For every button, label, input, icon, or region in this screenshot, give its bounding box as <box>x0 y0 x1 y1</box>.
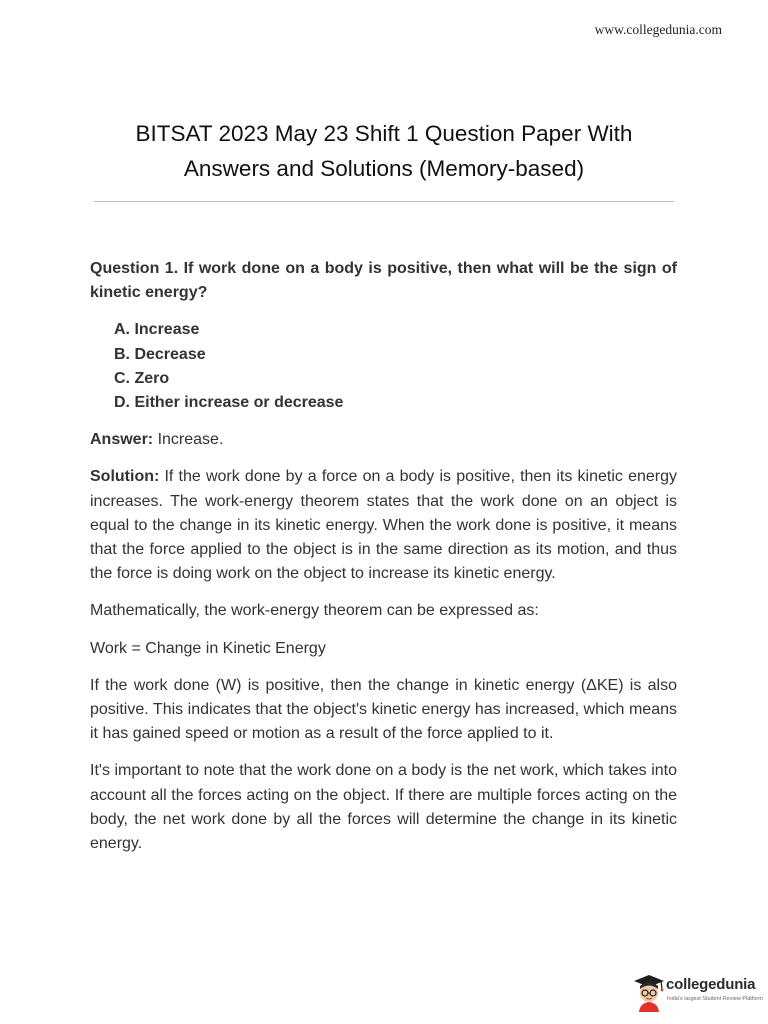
answer-options <box>90 318 677 415</box>
option-a: A. Increase <box>114 321 200 339</box>
paragraph-theorem-intro: Mathematically, the work-energy theorem can be expressed as: <box>90 602 539 620</box>
question-text: Question 1. If work done on a body is positive, then what will be the sign of kinetic energy? <box>90 260 677 302</box>
title-divider <box>94 201 674 202</box>
question-content <box>90 257 677 869</box>
option-c: C. Zero <box>114 369 170 387</box>
logo-tagline: India's largest Student Review Platform <box>667 996 763 1002</box>
paragraph-net-work: It's important to note that the work done on a body is the net work, which takes into account all the forces acting on the object. If there are multiple forces acting on the body, the net work done by all the forces will determine the change in its kinetic energy. <box>90 762 677 853</box>
page-title-line-2: Answers and Solutions (Memory-based) <box>183 156 585 181</box>
paragraph-positive-work: If the work done (W) is positive, then the change in kinetic energy (ΔKE) is also positive. This indicates that the object's kinetic energy has increased, which means it has gained speed or motion as a result of the force applied to it. <box>90 676 677 743</box>
site-url: www.collegedunia.com <box>594 22 722 37</box>
page-title <box>60 116 708 186</box>
answer-label: Answer: <box>90 431 154 449</box>
paragraph-formula: Work = Change in Kinetic Energy <box>90 639 326 657</box>
solution-paragraph <box>90 465 677 586</box>
student-mascot-icon <box>630 972 668 1012</box>
solution-text: If the work done by a force on a body is positive, then its kinetic energy increases. The work-energy theorem states that the work done on an object is equal to the change in its kinetic energy. When the work done is positive, it means that the force applied to the object is in the same direction as its motion, and thus the force is doing work on the object to increase its kinetic energy. <box>90 468 677 583</box>
collegedunia-logo <box>630 970 763 1014</box>
logo-name: collegedunia <box>666 976 756 993</box>
option-d: D. Either increase or decrease <box>114 394 344 412</box>
answer-line <box>90 428 677 452</box>
answer-value: Increase. <box>157 431 224 449</box>
option-b: B. Decrease <box>114 345 206 363</box>
solution-label: Solution: <box>90 468 160 486</box>
page-title-line-1: BITSAT 2023 May 23 Shift 1 Question Paper With <box>135 121 633 146</box>
